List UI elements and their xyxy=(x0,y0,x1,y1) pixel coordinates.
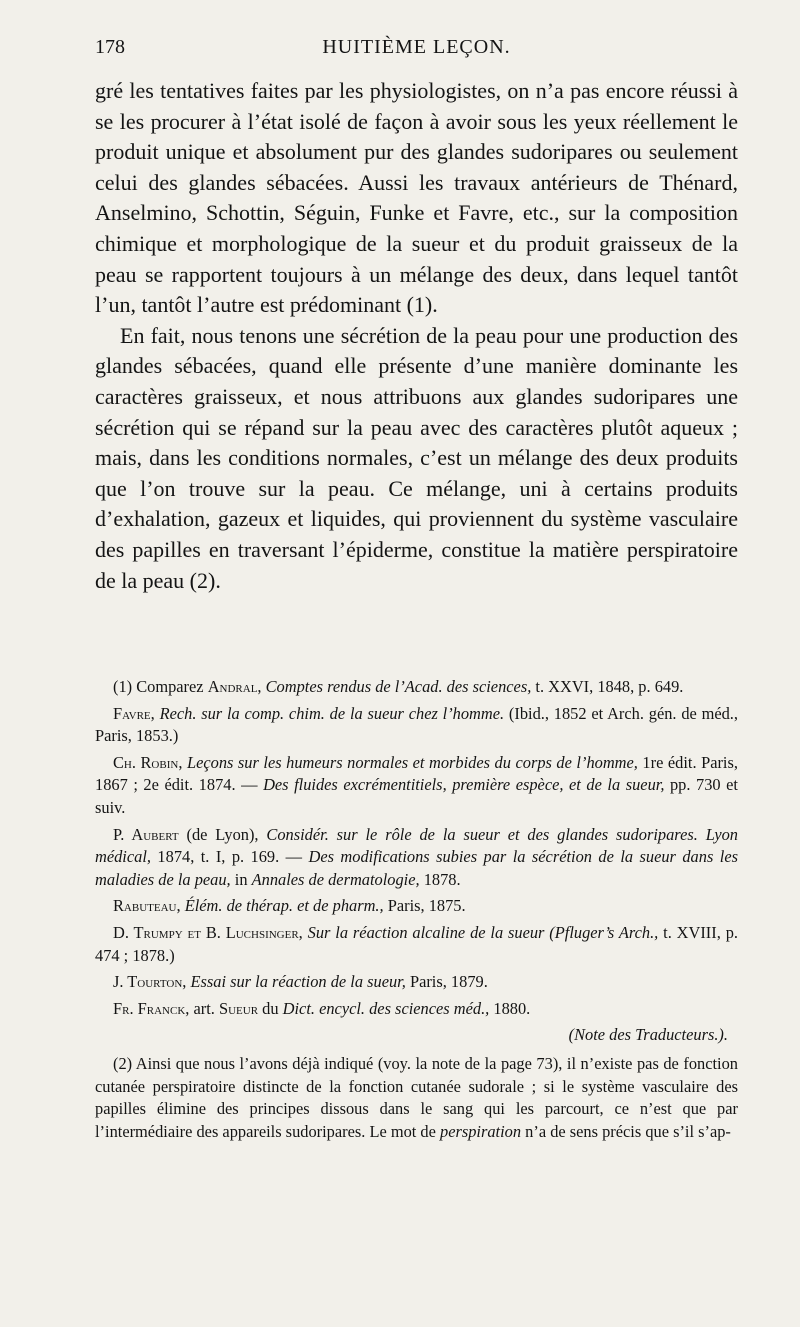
footnote-ref-aubert: P. Aubert (de Lyon), Considér. sur le rôle de la sueur et des glandes sudoripares. Lyon médical, 1874, t. I, p. 169. — Des modifications subies par la sécrétion de la sueur dans les maladies de la peau, in Annales de dermatologie, 1878. xyxy=(95,824,738,889)
footnote-ref-tourton: J. Tourton, Essai sur la réaction de la sueur, Paris, 1879. xyxy=(113,972,488,992)
translators-note-credit: (Note des Traducteurs.). xyxy=(568,1025,728,1045)
footnotes xyxy=(95,676,738,1147)
page-number: 178 xyxy=(95,36,125,58)
paragraph-2: En fait, nous tenons une sécrétion de la peau pour une production des glandes sébacées, quand elle présente d’une manière dominante les caractères graisseux, et nous attribuons aux glandes sudoripares une sécrétion qui se répand sur la peau avec des caractères plutôt aqueux ; mais, dans les conditions normales, c’est un mélange des deux produits que l’on trouve sur la peau. Ce mélange, uni à certains produits d’exhalation, gazeux et liquides, qui proviennent du système vasculaire des papilles en traversant l’épiderme, constitue la matière perspiratoire de la peau (2). xyxy=(95,322,738,593)
footnote-ref-rabuteau: Rabuteau, Élém. de thérap. et de pharm., Paris, 1875. xyxy=(113,896,466,916)
footnote-1: (1) Comparez Andral, Comptes rendus de l’Acad. des sciences, t. XXVI, 1848, p. 649. xyxy=(113,677,684,696)
page-header xyxy=(95,36,738,66)
footnote-ref-robin: Ch. Robin, Leçons sur les humeurs normales et morbides du corps de l’homme, 1re édit. Paris, 1867 ; 2e édit. 1874. — Des fluides excrémentitiels, première espèce, et de la sueur, pp. 730 et suiv. xyxy=(95,752,738,817)
footnote-ref-favre: Favre, Rech. sur la comp. chim. de la sueur chez l’homme. (Ibid., 1852 et Arch. gén. de méd., Paris, 1853.) xyxy=(95,703,738,746)
running-head: HUITIÈME LEÇON. xyxy=(322,36,511,58)
paragraph-1: gré les tentatives faites par les physiologistes, on n’a pas encore réussi à se les procurer à l’état isolé de façon à avoir sous les yeux réellement le produit unique et absolument pur des glandes sudoripares ou seulement celui des glandes sébacées. Aussi les travaux antérieurs de Thénard, Anselmino, Schottin, Séguin, Funke et Favre, etc., sur la composition chimique et morphologique de la sueur et du produit graisseux de la peau se rapportent toujours à un mélange des deux, dans lequel tantôt l’un, tantôt l’autre est prédominant (1). xyxy=(95,78,738,318)
footnote-ref-franck: Fr. Franck, art. Sueur du Dict. encycl. des sciences méd., 1880. xyxy=(113,998,531,1018)
footnote-ref-trumpy: D. Trumpy et B. Luchsinger, Sur la réaction alcaline de la sueur (Pfluger’s Arch., t. XVIII, p. 474 ; 1878.) xyxy=(95,922,738,965)
main-text xyxy=(95,76,738,596)
footnote-2: (2) Ainsi que nous l’avons déjà indiqué (voy. la note de la page 73), il n’existe pas de fonction cutanée perspiratoire distincte de la fonction cutanée sudorale ; si le système vasculaire des papilles élimine des principes dissous dans le sang qui les parcourt, ce n’est que par l’intermédiaire des appareils sudoripares. Le mot de perspiration n’a de sens précis que s’il s’ap- xyxy=(95,1053,738,1141)
